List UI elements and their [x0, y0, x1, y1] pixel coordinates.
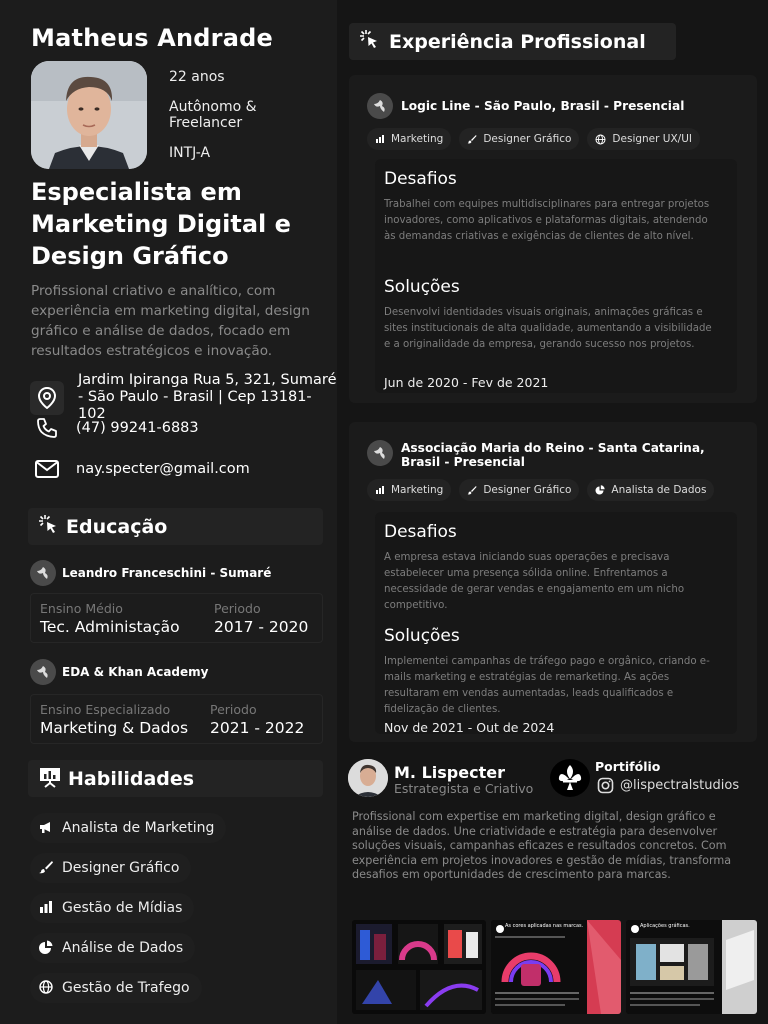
job-tags — [367, 128, 700, 150]
job-details — [375, 512, 737, 734]
institution-logo-icon — [30, 659, 56, 685]
tag-label: Analista de Dados — [611, 484, 707, 496]
skill-label: Análise de Dados — [62, 940, 184, 956]
period-label: Periodo — [210, 702, 257, 717]
skill-gestao-midias — [30, 893, 194, 923]
globe-icon — [38, 979, 54, 998]
fleur-de-lis-logo-icon — [550, 759, 590, 797]
portfolio-role: Estrategista e Criativo — [394, 781, 534, 796]
contact-phone[interactable] — [30, 411, 199, 445]
brush-icon — [467, 134, 477, 144]
tag — [587, 128, 700, 150]
solutions-text: Implementei campanhas de tráfego pago e orgânico, criando e-mails marketing e estratégias de remarketing. As ações resultaram em vendas aumentadas, leads qualificados e fidelização de clientes. — [384, 656, 710, 715]
thumbnail-caption: Aplicações gráficas. — [640, 923, 690, 929]
portfolio-bio: Profissional com expertise em marketing digital, design gráfico e análise de dados. Une criatividade e estratégia para desenvolver soluções visuais, campanhas eficazes e resultados concretos. Com experiência em projetos inovadores e gestão de mídias, transforma desafios em oportunidades de crescimento para marcas. — [352, 810, 732, 881]
skills-header — [28, 760, 323, 797]
course-value: Marketing & Dados — [40, 719, 189, 737]
work-status: Autônomo & Freelancer — [169, 99, 257, 131]
job-card — [349, 75, 757, 403]
job-title: Logic Line - São Paulo, Brasil - Presencial — [401, 99, 685, 113]
experience-header — [349, 23, 676, 60]
job-period: Jun de 2020 - Fev de 2021 — [384, 375, 549, 390]
skill-label: Analista de Marketing — [62, 820, 215, 836]
skill-analise-dados — [30, 933, 195, 963]
instagram-icon — [597, 777, 614, 794]
skill-analista-marketing — [30, 813, 226, 843]
job-title-row — [367, 440, 746, 469]
avatar — [348, 759, 388, 797]
solutions-heading: Soluções — [384, 626, 460, 646]
skill-gestao-trafego — [30, 973, 202, 1003]
institution-name: Leandro Franceschini - Sumaré — [62, 566, 272, 580]
instagram-handle: @lispectralstudios — [620, 778, 740, 793]
institution-1 — [30, 560, 271, 586]
job-title-row — [367, 93, 684, 119]
course-label: Ensino Médio — [40, 601, 123, 616]
bar-chart-icon — [375, 134, 385, 144]
institution-2 — [30, 659, 208, 685]
phone-text: (47) 99241-6883 — [76, 419, 199, 436]
megaphone-icon — [38, 819, 54, 838]
email-text: nay.specter@gmail.com — [76, 460, 250, 477]
job-details — [375, 159, 737, 393]
presentation-board-icon — [38, 766, 62, 792]
company-logo-icon — [367, 440, 393, 466]
portfolio-thumbnail[interactable] — [626, 920, 757, 1014]
sparkle-cursor-icon — [38, 514, 60, 540]
challenges-text: A empresa estava iniciando suas operações e precisava estabelecer uma presença sólida online. Enfrentamos a necessidade de gerar vendas e engajamento em um nicho competitivo. — [384, 552, 685, 611]
tag-label: Designer Gráfico — [483, 133, 572, 145]
tag — [459, 479, 579, 501]
mail-icon — [30, 452, 64, 486]
portfolio-name: M. Lispecter — [394, 763, 505, 782]
education-title: Educação — [66, 515, 168, 538]
course-value: Tec. Administação — [40, 618, 180, 636]
profile-name: Matheus Andrade — [31, 24, 273, 52]
age: 22 anos — [169, 69, 225, 85]
profile-photo — [31, 61, 147, 169]
tag — [587, 479, 714, 501]
personality-type: INTJ-A — [169, 145, 211, 161]
education-header — [28, 508, 323, 545]
job-title: Associação Maria do Reino - Santa Catarina, Brasil - Presencial — [401, 441, 705, 469]
challenges-text: Trabalhei com equipes multidisciplinares para entregar projetos inovadores, como aplicativos e plataformas digitais, atendendo às demandas criativas e exigências de clientes de alto nível. — [384, 199, 710, 242]
portfolio-label: Portifólio — [595, 759, 661, 774]
phone-icon — [30, 411, 64, 445]
pie-chart-icon — [595, 485, 605, 495]
solutions-text: Desenvolvi identidades visuais originais, animações gráficas e sites institucionais de alta qualidade, aumentando a visibilidade e a originalidade da empresa, gerando sucesso nos projetos. — [384, 307, 712, 350]
skill-label: Designer Gráfico — [62, 860, 180, 876]
job-card — [349, 422, 757, 742]
solutions-heading: Soluções — [384, 277, 460, 297]
skill-label: Gestão de Mídias — [62, 900, 183, 916]
period-value: 2021 - 2022 — [210, 719, 305, 737]
institution-logo-icon — [30, 560, 56, 586]
tag — [367, 128, 451, 150]
contact-email[interactable] — [30, 452, 250, 486]
period-label: Periodo — [214, 601, 261, 616]
experience-title: Experiência Profissional — [389, 30, 646, 53]
institution-name: EDA & Khan Academy — [62, 665, 209, 679]
portfolio-gallery — [349, 920, 757, 1024]
brush-icon — [467, 485, 477, 495]
sparkle-cursor-icon — [359, 29, 381, 55]
tag — [459, 128, 579, 150]
thumbnail-caption: As cores aplicadas nas marcas. — [505, 923, 584, 929]
profile-summary: Profissional criativo e analítico, com experiência em marketing digital, design gráfico e análise de dados, focado em resultados estratégicos e inovação. — [31, 283, 310, 359]
tag-label: Marketing — [391, 484, 444, 496]
period-value: 2017 - 2020 — [214, 618, 309, 636]
education-entry-2 — [30, 694, 323, 744]
challenges-heading: Desafios — [384, 169, 457, 189]
address-text: Jardim Ipiranga Rua 5, 321, Sumaré - São Paulo - Brasil | Cep 13181-102 — [78, 372, 337, 422]
job-tags — [367, 479, 714, 501]
portfolio-thumbnail[interactable] — [352, 920, 486, 1014]
location-pin-icon — [30, 381, 64, 415]
bar-chart-icon — [38, 899, 54, 918]
education-entry-1 — [30, 593, 323, 643]
bar-chart-icon — [375, 485, 385, 495]
skill-designer-grafico — [30, 853, 191, 883]
brush-icon — [38, 859, 54, 878]
tag-label: Designer Gráfico — [483, 484, 572, 496]
tag-label: Designer UX/UI — [612, 133, 692, 145]
pie-chart-icon — [38, 939, 54, 958]
globe-icon — [595, 134, 606, 145]
company-logo-icon — [367, 93, 393, 119]
skills-title: Habilidades — [68, 767, 195, 790]
course-label: Ensino Especializado — [40, 702, 171, 717]
skill-label: Gestão de Trafego — [62, 980, 190, 996]
tag — [367, 479, 451, 501]
challenges-heading: Desafios — [384, 522, 457, 542]
instagram-link[interactable] — [597, 777, 739, 794]
portfolio-thumbnail[interactable] — [491, 920, 621, 1014]
job-period: Nov de 2021 - Out de 2024 — [384, 720, 555, 735]
tag-label: Marketing — [391, 133, 444, 145]
headline: Especialista em Marketing Digital e Design Gráfico — [31, 178, 291, 270]
